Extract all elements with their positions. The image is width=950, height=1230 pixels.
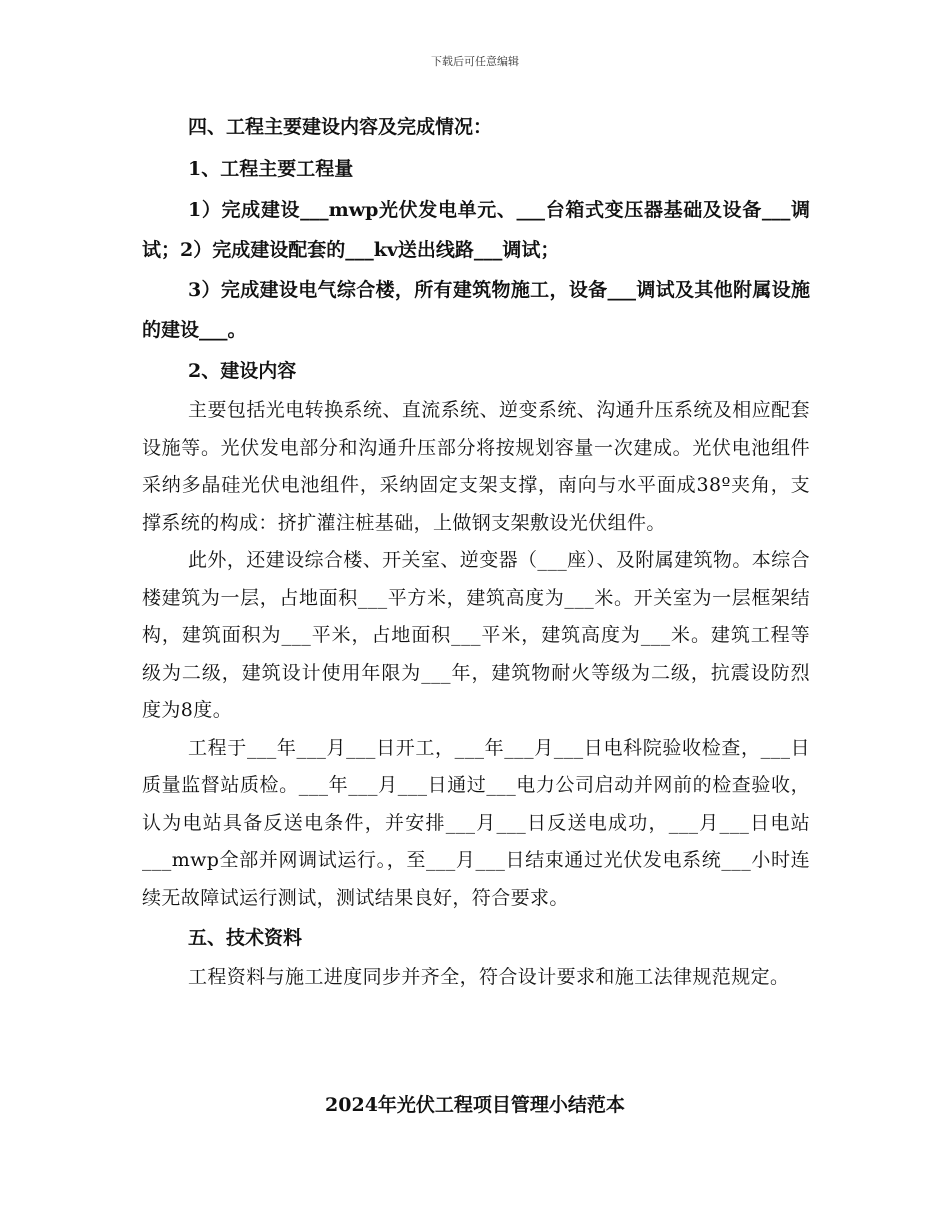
section-5-heading: 五、技术资料 [188, 927, 303, 949]
section-4-1-heading: 1、工程主要工程量 [188, 158, 354, 180]
page-header-note: 下载后可任意编辑 [431, 55, 519, 68]
document-title: 2024年光伏工程项目管理小结范本 [325, 1094, 625, 1116]
document-body [142, 106, 810, 997]
section-4-1-item-1: 1）完成建设___mwp光伏发电单元、___台箱式变压器基础及设备___调试；2）完成建设配套的___kv送出线路___调试； [142, 199, 810, 261]
section-5-paragraph: 工程资料与施工进度同步并齐全，符合设计要求和施工法律规范规定。 [188, 966, 790, 988]
section-4-2-heading: 2、建设内容 [188, 360, 297, 382]
section-4-2-paragraph-2: 此外，还建设综合楼、开关室、逆变器（___座）、及附属建筑物。本综合楼建筑为一层，占地面积___平方米，建筑高度为___米。开关室为一层框架结构，建筑面积为___平米，占地面积___平米，建筑高度为___米。建筑工程等级为二级，建筑设计使用年限为___年，建筑物耐火等级为二级，抗震设防烈度为8度。 [142, 549, 810, 721]
section-4-heading: 四、工程主要建设内容及完成情况： [188, 116, 493, 138]
section-4-2-paragraph-1: 主要包括光电转换系统、直流系统、逆变系统、沟通升压系统及相应配套设施等。光伏发电部分和沟通升压部分将按规划容量一次建成。光伏电池组件采纳多晶硅光伏电池组件，采纳固定支架支撑，南向与水平面成38º夹角，支撑系统的构成：挤扩灌注桩基础，上做钢支架敷设光伏组件。 [142, 399, 810, 534]
section-4-2-paragraph-3: 工程于___年___月___日开工，___年___月___日电科院验收检查，___日质量监督站质检。___年___月___日通过___电力公司启动并网前的检查验收，认为电站具备反送电条件，并安排___月___日反送电成功，___月___日电站___mwp全部并网调试运行。，至___月___日结束通过光伏发电系统___小时连续无故障试运行测试，测试结果良好，符合要求。 [142, 736, 810, 909]
section-4-1-item-2: 3）完成建设电气综合楼，所有建筑物施工，设备___调试及其他附属设施的建设___。 [142, 279, 810, 341]
